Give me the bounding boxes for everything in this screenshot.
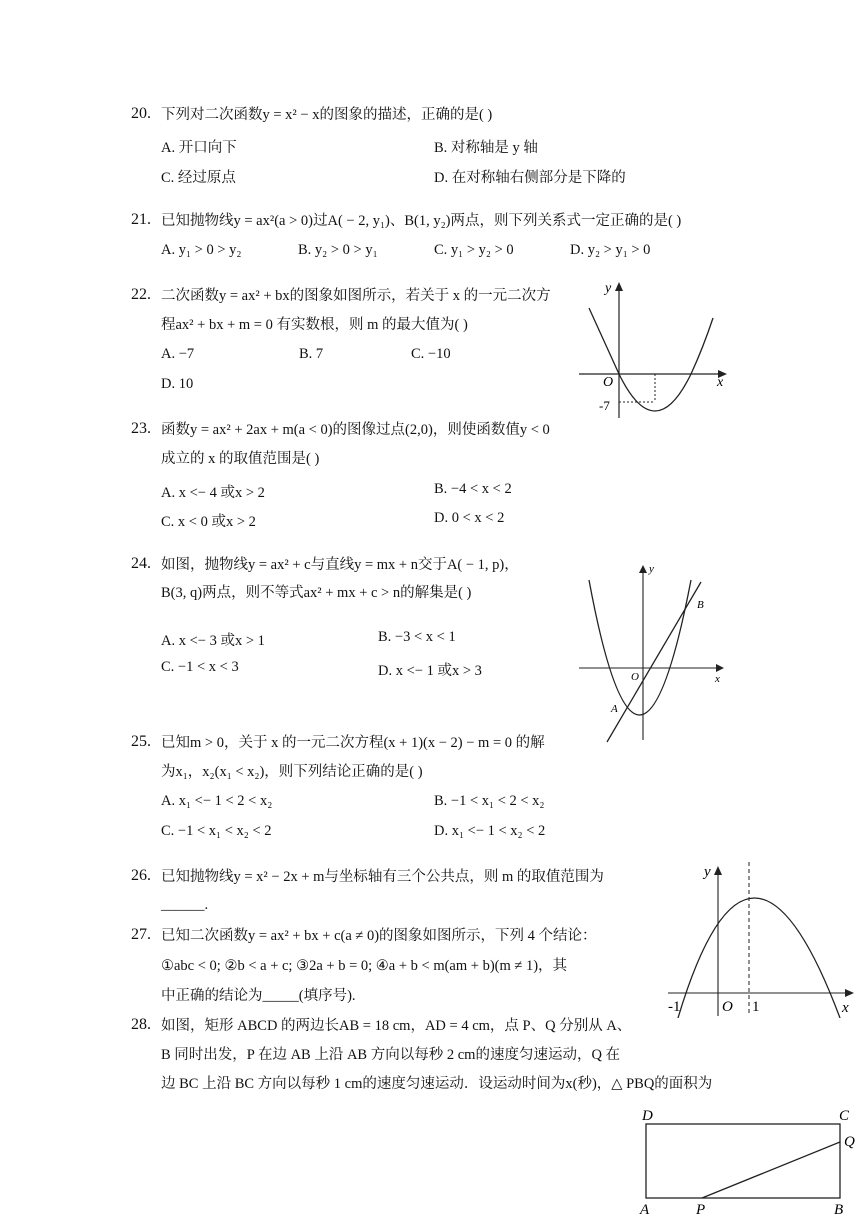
option-b: B. 7 [299,346,324,362]
axis-label-y: y [649,563,654,575]
option-a: A. x <− 4 或x > 2 [161,485,265,501]
question-number: 23. [131,420,151,437]
question-number: 25. [131,733,151,750]
option-d: D. x₁ <− 1 < x₂ < 2 [434,823,546,839]
value-label: -7 [599,398,610,413]
question-stem: B 同时出发，P 在边 AB 上沿 AB 方向以每秒 2 cm的速度匀速运动，Q 在 [161,1047,621,1063]
question-stem: 为x₁，x₂(x₁ < x₂)，则下列结论正确的是( ) [161,764,423,780]
point-label-a: A [611,703,618,715]
tick-label-neg1: -1 [668,999,681,1015]
question-number: 27. [131,926,151,943]
tick-label-1: 1 [752,999,760,1015]
axis-label-x: x [842,1000,849,1016]
option-a: A. x <− 3 或x > 1 [161,633,265,649]
parabola-figure-q26 [664,858,860,1018]
vertex-label-d: D [642,1108,653,1124]
option-b: B. y₂ > 0 > y₁ [298,242,378,258]
parabola-figure-q22 [575,278,735,428]
rectangle-figure-q28 [636,1104,860,1216]
option-d: D. y₂ > y₁ > 0 [570,242,651,258]
vertex-label-q: Q [844,1134,855,1150]
question-number: 28. [131,1016,151,1033]
origin-label: O [631,671,639,683]
point-label-b: B [697,599,704,611]
question-stem: 已知二次函数y = ax² + bx + c(a ≠ 0)的图象如图所示，下列 4 个结论： [161,928,597,944]
option-c: C. −1 < x < 3 [161,659,239,675]
vertex-label-b: B [834,1202,844,1216]
question-number: 22. [131,286,151,303]
question-stem: 如图，矩形 ABCD 的两边长AB = 18 cm，AD = 4 cm，点 P、Q 分别从 A、 [161,1018,632,1034]
option-c: C. −1 < x₁ < x₂ < 2 [161,823,272,839]
axis-label-y: y [605,281,612,296]
origin-label: O [722,999,733,1015]
question-stem: 已知m > 0，关于 x 的一元二次方程(x + 1)(x − 2) − m = 0 的解 [161,735,545,751]
question-stem: 已知抛物线y = x² − 2x + m与坐标轴有三个公共点，则 m 的取值范围为 [161,869,604,885]
question-stem: 函数y = ax² + 2ax + m(a < 0)的图像过点(2,0)，则使函数值y < 0 [161,422,550,438]
question-stem: 程ax² + bx + m = 0 有实数根，则 m 的最大值为( ) [161,317,468,333]
option-b: B. 对称轴是 y 轴 [434,140,538,156]
parabola-line-figure-q24 [575,560,735,745]
option-b: B. −1 < x₁ < 2 < x₂ [434,793,545,809]
vertex-label-p: P [696,1202,706,1216]
option-a: A. x₁ <− 1 < 2 < x₂ [161,793,273,809]
question-number: 20. [131,105,151,122]
axis-label-x: x [717,375,724,390]
vertex-label-a: A [640,1202,650,1216]
option-d: D. 10 [161,376,194,392]
question-stem: ______. [161,897,209,913]
question-stem: 成立的 x 的取值范围是( ) [161,451,320,467]
option-a: A. y₁ > 0 > y₂ [161,242,242,258]
question-stem: 中正确的结论为_____(填序号). [161,988,356,1004]
question-number: 24. [131,555,151,572]
question-stem: 下列对二次函数y = x² − x的图象的描述，正确的是( ) [161,107,493,123]
option-d: D. 0 < x < 2 [434,510,505,526]
option-c: C. x < 0 或x > 2 [161,514,256,530]
option-d: D. 在对称轴右侧部分是下降的 [434,170,626,186]
option-b: B. −3 < x < 1 [378,629,456,645]
question-number: 21. [131,211,151,228]
question-stem: 二次函数y = ax² + bx的图象如图所示，若关于 x 的一元二次方 [161,288,551,304]
vertex-label-c: C [839,1108,850,1124]
option-a: A. 开口向下 [161,140,237,156]
option-c: C. 经过原点 [161,170,236,186]
axis-label-x: x [715,673,720,685]
option-c: C. −10 [411,346,451,362]
question-stem: 边 BC 上沿 BC 方向以每秒 1 cm的速度匀速运动．设运动时间为x(秒)，△ PBQ的面积为 [161,1076,713,1092]
option-d: D. x <− 1 或x > 3 [378,663,482,679]
question-stem: B(3, q)两点，则不等式ax² + mx + c > n的解集是( ) [161,585,472,601]
question-stem: 已知抛物线y = ax²(a > 0)过A( − 2, y₁)、B(1, y₂)两点，则下列关系式一定正确的是( ) [161,213,682,229]
option-a: A. −7 [161,346,195,362]
axis-label-y: y [704,864,711,880]
option-c: C. y₁ > y₂ > 0 [434,242,514,258]
question-stem: ①abc < 0; ②b < a + c; ③2a + b = 0; ④a + b < m(am + b)(m ≠ 1)，其 [161,958,568,974]
option-b: B. −4 < x < 2 [434,481,512,497]
question-stem: 如图，抛物线y = ax² + c与直线y = mx + n交于A( − 1, p)， [161,557,519,573]
origin-label: O [603,375,614,390]
question-number: 26. [131,867,151,884]
